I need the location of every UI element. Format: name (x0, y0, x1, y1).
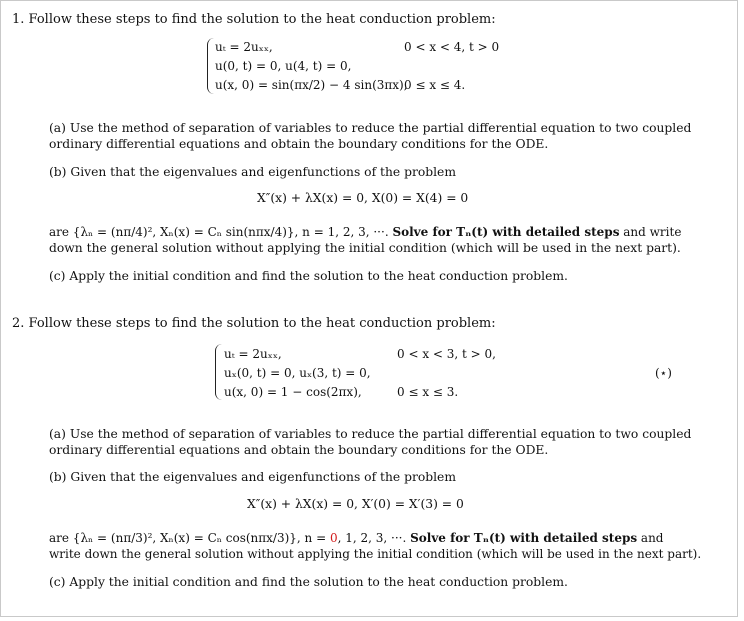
problem-2-solve-instruction: Solve for Tₙ(t) with detailed steps (410, 531, 638, 545)
problem-2-pde-domain: 0 < x < 3, t > 0, (397, 347, 496, 361)
problem-2-part-c: (c) Apply the initial condition and find the solution to the heat conduction problem. (49, 575, 568, 589)
problem-1-part-b-intro: (b) Given that the eigenvalues and eigenfunctions of the problem (49, 165, 456, 179)
problem-1-part-b-line2: down the general solution without applying the initial condition (which will be used in the next part). (49, 241, 681, 255)
problem-1-eigen-equation: X″(x) + λX(x) = 0, X(0) = X(4) = 0 (257, 191, 469, 205)
problem-2-bc: uₓ(0, t) = 0, uₓ(3, t) = 0, (224, 366, 371, 380)
problem-2-ic: u(x, 0) = 1 − cos(2πx), (224, 385, 362, 399)
problem-2-eigen-equation: X″(x) + λX(x) = 0, X′(0) = X′(3) = 0 (247, 497, 464, 511)
problem-2-part-b-line1-end: and (637, 531, 664, 545)
problem-2-part-b-line2: write down the general solution without applying the initial condition (which will be used in the next part). (49, 547, 702, 561)
problem-1-solve-instruction: Solve for Tₙ(t) with detailed steps (392, 225, 620, 239)
problem-2-zero-index-highlight: 0 (329, 531, 338, 545)
problem-2-brace (215, 344, 224, 400)
problem-1-part-b-line1 (49, 225, 681, 240)
problem-1-bc: u(0, t) = 0, u(4, t) = 0, (215, 59, 352, 73)
problem-2-eigenvalues: are {λₙ = (nπ/3)², Xₙ(x) = Cₙ cos(nπx/3)}, n = (49, 531, 330, 545)
problem-1-part-b-line1-end: and write (619, 225, 682, 239)
problem-2-part-b-line1 (49, 531, 664, 546)
problem-2-part-a-line2: ordinary differential equations and obtain the boundary conditions for the ODE. (49, 443, 549, 457)
problem-2-part-a-line1: (a) Use the method of separation of variables to reduce the partial differential equation to two coupled (49, 427, 692, 441)
problem-1-intro: 1. Follow these steps to find the solution to the heat conduction problem: (12, 12, 496, 27)
problem-1-part-c: (c) Apply the initial condition and find the solution to the heat conduction problem. (49, 269, 568, 283)
problem-1-eigenvalues: are {λₙ = (nπ/4)², Xₙ(x) = Cₙ sin(nπx/4)}, n = 1, 2, 3, ···. (49, 225, 393, 239)
problem-1-part-a-line2: ordinary differential equations and obtain the boundary conditions for the ODE. (49, 137, 549, 151)
problem-2-pde: uₜ = 2uₓₓ, (224, 347, 282, 361)
problem-2-index-range: , 1, 2, 3, ···. (337, 531, 411, 545)
problem-2-part-b-intro: (b) Given that the eigenvalues and eigenfunctions of the problem (49, 470, 456, 484)
problem-1-pde: uₜ = 2uₓₓ, (215, 40, 273, 54)
problem-1-ic: u(x, 0) = sin(πx/2) − 4 sin(3πx), (215, 78, 408, 92)
problem-1-ic-domain: 0 ≤ x ≤ 4. (404, 78, 466, 92)
problem-2-equation-tag: (⋆) (655, 366, 672, 380)
problem-2-ic-domain: 0 ≤ x ≤ 3. (397, 385, 459, 399)
problem-2-intro: 2. Follow these steps to find the solution to the heat conduction problem: (12, 316, 496, 331)
problem-1-part-a-line1: (a) Use the method of separation of variables to reduce the partial differential equation to two coupled (49, 121, 692, 135)
problem-1-pde-domain: 0 < x < 4, t > 0 (404, 40, 500, 54)
